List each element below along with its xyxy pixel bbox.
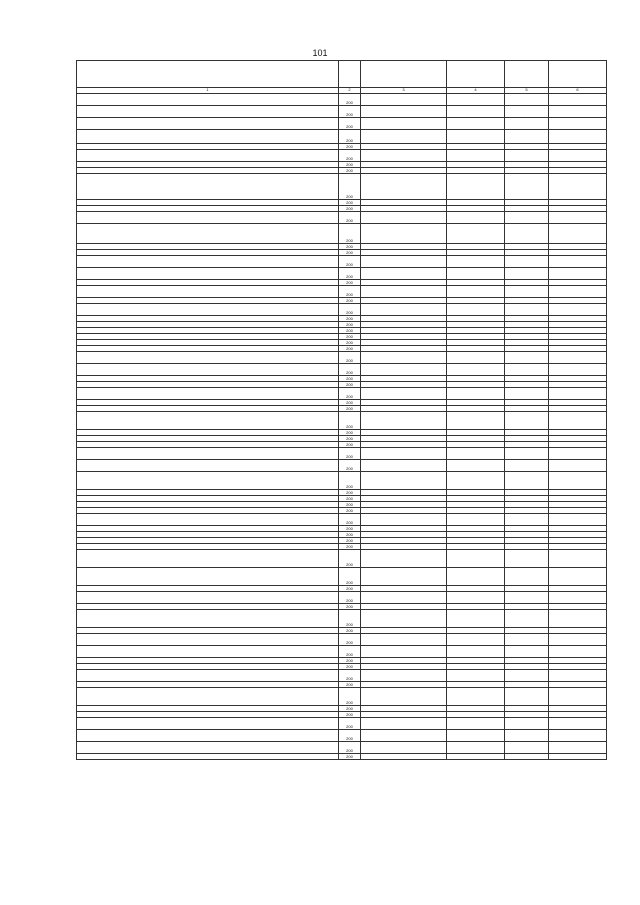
row-indicator-name <box>77 568 339 586</box>
row-executed-amount <box>505 514 549 526</box>
row-indicator-name <box>77 268 339 280</box>
row-indicator-name <box>77 412 339 430</box>
row-line-code: 200 <box>339 174 361 200</box>
column-number: 3 <box>361 88 447 94</box>
row-line-code: 200 <box>339 150 361 162</box>
row-unexecuted-amount <box>549 472 607 490</box>
row-executed-amount <box>505 568 549 586</box>
row-line-code: 200 <box>339 538 361 544</box>
row-line-code: 200 <box>339 502 361 508</box>
column-number: 2 <box>339 88 361 94</box>
row-unexecuted-amount <box>549 550 607 568</box>
row-unexecuted-amount <box>549 460 607 472</box>
row-unexecuted-amount <box>549 592 607 604</box>
row-executed-amount <box>505 718 549 730</box>
column-number: 5 <box>505 88 549 94</box>
row-unexecuted-amount <box>549 118 607 130</box>
row-executed-amount <box>505 364 549 376</box>
row-executed-amount <box>505 94 549 106</box>
row-line-code: 200 <box>339 352 361 364</box>
row-line-code: 200 <box>339 298 361 304</box>
row-approved-amount <box>447 754 505 760</box>
row-line-code: 200 <box>339 388 361 400</box>
row-line-code: 200 <box>339 544 361 550</box>
row-executed-amount <box>505 224 549 244</box>
row-line-code: 200 <box>339 286 361 298</box>
row-indicator-name <box>77 472 339 490</box>
row-line-code: 200 <box>339 280 361 286</box>
row-indicator-name <box>77 730 339 742</box>
row-indicator-name <box>77 388 339 400</box>
row-line-code: 200 <box>339 250 361 256</box>
row-approved-amount <box>447 94 505 106</box>
row-indicator-name <box>77 718 339 730</box>
row-classification-code <box>361 388 447 400</box>
row-classification-code <box>361 286 447 298</box>
row-classification-code <box>361 646 447 658</box>
table-row <box>77 634 607 646</box>
header-budget-classification-code <box>361 61 447 88</box>
row-line-code: 200 <box>339 514 361 526</box>
row-line-code: 200 <box>339 490 361 496</box>
row-approved-amount <box>447 174 505 200</box>
row-unexecuted-amount <box>549 130 607 144</box>
row-line-code: 200 <box>339 304 361 316</box>
row-unexecuted-amount <box>549 106 607 118</box>
table-row <box>77 718 607 730</box>
column-number: 4 <box>447 88 505 94</box>
row-classification-code <box>361 106 447 118</box>
table-row <box>77 730 607 742</box>
row-indicator-name <box>77 514 339 526</box>
row-indicator-name <box>77 174 339 200</box>
table-body <box>77 94 607 760</box>
row-executed-amount <box>505 592 549 604</box>
row-indicator-name <box>77 150 339 162</box>
row-classification-code <box>361 754 447 760</box>
row-indicator-name <box>77 106 339 118</box>
row-unexecuted-amount <box>549 364 607 376</box>
row-unexecuted-amount <box>549 514 607 526</box>
row-approved-amount <box>447 688 505 706</box>
table-row <box>77 174 607 200</box>
row-executed-amount <box>505 212 549 224</box>
row-approved-amount <box>447 304 505 316</box>
row-classification-code <box>361 688 447 706</box>
row-approved-amount <box>447 212 505 224</box>
row-approved-amount <box>447 742 505 754</box>
row-indicator-name <box>77 610 339 628</box>
row-line-code: 200 <box>339 682 361 688</box>
row-classification-code <box>361 634 447 646</box>
row-executed-amount <box>505 472 549 490</box>
row-approved-amount <box>447 388 505 400</box>
column-number: 6 <box>549 88 607 94</box>
row-indicator-name <box>77 742 339 754</box>
row-indicator-name <box>77 304 339 316</box>
row-approved-amount <box>447 550 505 568</box>
row-indicator-name <box>77 754 339 760</box>
row-unexecuted-amount <box>549 688 607 706</box>
table-row <box>77 94 607 106</box>
row-line-code: 200 <box>339 212 361 224</box>
row-approved-amount <box>447 670 505 682</box>
table-row <box>77 460 607 472</box>
row-line-code: 200 <box>339 316 361 322</box>
row-executed-amount <box>505 550 549 568</box>
table-row <box>77 224 607 244</box>
row-indicator-name <box>77 118 339 130</box>
row-line-code: 200 <box>339 244 361 250</box>
table-head <box>77 61 607 94</box>
row-line-code: 200 <box>339 628 361 634</box>
row-executed-amount <box>505 130 549 144</box>
row-line-code: 200 <box>339 200 361 206</box>
row-classification-code <box>361 352 447 364</box>
row-approved-amount <box>447 224 505 244</box>
row-unexecuted-amount <box>549 670 607 682</box>
row-approved-amount <box>447 568 505 586</box>
row-unexecuted-amount <box>549 412 607 430</box>
row-indicator-name <box>77 286 339 298</box>
row-line-code: 200 <box>339 448 361 460</box>
row-indicator-name <box>77 460 339 472</box>
row-executed-amount <box>505 460 549 472</box>
row-line-code: 200 <box>339 754 361 760</box>
row-indicator-name <box>77 130 339 144</box>
row-unexecuted-amount <box>549 94 607 106</box>
row-indicator-name <box>77 448 339 460</box>
row-line-code: 200 <box>339 604 361 610</box>
row-classification-code <box>361 212 447 224</box>
row-unexecuted-amount <box>549 256 607 268</box>
row-approved-amount <box>447 646 505 658</box>
row-line-code: 200 <box>339 742 361 754</box>
row-classification-code <box>361 472 447 490</box>
row-executed-amount <box>505 670 549 682</box>
row-line-code: 200 <box>339 610 361 628</box>
row-approved-amount <box>447 268 505 280</box>
column-number: 1 <box>77 88 339 94</box>
budget-table-container <box>76 60 606 760</box>
row-classification-code <box>361 174 447 200</box>
table-row <box>77 268 607 280</box>
row-line-code: 200 <box>339 634 361 646</box>
table-header-row <box>77 61 607 88</box>
row-approved-amount <box>447 364 505 376</box>
table-row <box>77 352 607 364</box>
row-unexecuted-amount <box>549 448 607 460</box>
row-line-code: 200 <box>339 382 361 388</box>
row-line-code: 200 <box>339 712 361 718</box>
row-approved-amount <box>447 718 505 730</box>
header-unexecuted-assignments <box>549 61 607 88</box>
row-line-code: 200 <box>339 106 361 118</box>
row-unexecuted-amount <box>549 718 607 730</box>
row-approved-amount <box>447 106 505 118</box>
row-line-code: 200 <box>339 688 361 706</box>
row-line-code: 200 <box>339 328 361 334</box>
row-executed-amount <box>505 118 549 130</box>
row-line-code: 200 <box>339 430 361 436</box>
row-approved-amount <box>447 634 505 646</box>
row-line-code: 200 <box>339 412 361 430</box>
table-row <box>77 150 607 162</box>
header-indicator-name <box>77 61 339 88</box>
row-unexecuted-amount <box>549 150 607 162</box>
row-line-code: 200 <box>339 322 361 328</box>
row-indicator-name <box>77 592 339 604</box>
row-classification-code <box>361 94 447 106</box>
row-classification-code <box>361 364 447 376</box>
row-unexecuted-amount <box>549 212 607 224</box>
row-executed-amount <box>505 730 549 742</box>
row-indicator-name <box>77 688 339 706</box>
row-unexecuted-amount <box>549 174 607 200</box>
row-indicator-name <box>77 94 339 106</box>
row-unexecuted-amount <box>549 568 607 586</box>
row-line-code: 200 <box>339 442 361 448</box>
row-executed-amount <box>505 646 549 658</box>
row-line-code: 200 <box>339 592 361 604</box>
table-row <box>77 514 607 526</box>
row-approved-amount <box>447 352 505 364</box>
table-row <box>77 388 607 400</box>
row-approved-amount <box>447 150 505 162</box>
row-unexecuted-amount <box>549 352 607 364</box>
table-row <box>77 448 607 460</box>
row-unexecuted-amount <box>549 388 607 400</box>
table-row <box>77 688 607 706</box>
row-classification-code <box>361 610 447 628</box>
row-unexecuted-amount <box>549 304 607 316</box>
row-executed-amount <box>505 286 549 298</box>
row-unexecuted-amount <box>549 268 607 280</box>
row-line-code: 200 <box>339 664 361 670</box>
row-classification-code <box>361 730 447 742</box>
row-line-code: 200 <box>339 346 361 352</box>
row-line-code: 200 <box>339 586 361 592</box>
row-classification-code <box>361 742 447 754</box>
table-row <box>77 304 607 316</box>
row-classification-code <box>361 256 447 268</box>
row-indicator-name <box>77 364 339 376</box>
row-line-code: 200 <box>339 718 361 730</box>
row-classification-code <box>361 718 447 730</box>
row-indicator-name <box>77 550 339 568</box>
row-line-code: 200 <box>339 144 361 150</box>
row-executed-amount <box>505 754 549 760</box>
header-executed <box>505 61 549 88</box>
row-unexecuted-amount <box>549 730 607 742</box>
row-unexecuted-amount <box>549 224 607 244</box>
row-indicator-name <box>77 634 339 646</box>
row-approved-amount <box>447 610 505 628</box>
table-row <box>77 742 607 754</box>
row-classification-code <box>361 224 447 244</box>
row-classification-code <box>361 118 447 130</box>
row-approved-amount <box>447 448 505 460</box>
row-line-code: 200 <box>339 162 361 168</box>
budget-execution-table <box>76 60 607 760</box>
row-indicator-name <box>77 212 339 224</box>
row-line-code: 200 <box>339 706 361 712</box>
row-executed-amount <box>505 174 549 200</box>
row-line-code: 200 <box>339 646 361 658</box>
row-indicator-name <box>77 224 339 244</box>
table-row <box>77 670 607 682</box>
row-classification-code <box>361 268 447 280</box>
row-line-code: 200 <box>339 364 361 376</box>
row-line-code: 200 <box>339 730 361 742</box>
table-row <box>77 472 607 490</box>
row-approved-amount <box>447 130 505 144</box>
row-executed-amount <box>505 634 549 646</box>
row-classification-code <box>361 592 447 604</box>
row-line-code: 200 <box>339 460 361 472</box>
row-executed-amount <box>505 106 549 118</box>
row-approved-amount <box>447 514 505 526</box>
table-row <box>77 592 607 604</box>
row-line-code: 200 <box>339 472 361 490</box>
row-line-code: 200 <box>339 94 361 106</box>
table-row <box>77 610 607 628</box>
table-row <box>77 286 607 298</box>
row-approved-amount <box>447 730 505 742</box>
row-line-code: 200 <box>339 376 361 382</box>
row-executed-amount <box>505 268 549 280</box>
row-classification-code <box>361 304 447 316</box>
row-line-code: 200 <box>339 118 361 130</box>
row-executed-amount <box>505 742 549 754</box>
row-classification-code <box>361 550 447 568</box>
table-row <box>77 118 607 130</box>
row-line-code: 200 <box>339 550 361 568</box>
table-row <box>77 568 607 586</box>
row-unexecuted-amount <box>549 742 607 754</box>
table-row <box>77 412 607 430</box>
row-indicator-name <box>77 646 339 658</box>
row-line-code: 200 <box>339 224 361 244</box>
row-line-code: 200 <box>339 340 361 346</box>
row-classification-code <box>361 412 447 430</box>
table-row <box>77 212 607 224</box>
row-approved-amount <box>447 460 505 472</box>
row-approved-amount <box>447 256 505 268</box>
row-indicator-name <box>77 352 339 364</box>
row-executed-amount <box>505 352 549 364</box>
table-row <box>77 256 607 268</box>
row-unexecuted-amount <box>549 286 607 298</box>
row-line-code: 200 <box>339 436 361 442</box>
row-line-code: 200 <box>339 400 361 406</box>
row-line-code: 200 <box>339 496 361 502</box>
table-row <box>77 106 607 118</box>
table-row <box>77 646 607 658</box>
row-executed-amount <box>505 688 549 706</box>
table-row <box>77 550 607 568</box>
header-line-code <box>339 61 361 88</box>
row-line-code: 200 <box>339 130 361 144</box>
row-executed-amount <box>505 304 549 316</box>
row-executed-amount <box>505 448 549 460</box>
row-classification-code <box>361 130 447 144</box>
row-line-code: 200 <box>339 256 361 268</box>
table-row <box>77 130 607 144</box>
row-line-code: 200 <box>339 206 361 212</box>
row-classification-code <box>361 514 447 526</box>
row-unexecuted-amount <box>549 634 607 646</box>
row-line-code: 200 <box>339 658 361 664</box>
row-classification-code <box>361 448 447 460</box>
row-executed-amount <box>505 256 549 268</box>
table-row <box>77 754 607 760</box>
row-approved-amount <box>447 286 505 298</box>
row-approved-amount <box>447 412 505 430</box>
row-line-code: 200 <box>339 526 361 532</box>
row-approved-amount <box>447 118 505 130</box>
row-classification-code <box>361 150 447 162</box>
row-classification-code <box>361 460 447 472</box>
row-line-code: 200 <box>339 334 361 340</box>
row-line-code: 200 <box>339 168 361 174</box>
row-approved-amount <box>447 592 505 604</box>
row-classification-code <box>361 568 447 586</box>
row-unexecuted-amount <box>549 610 607 628</box>
row-executed-amount <box>505 388 549 400</box>
row-line-code: 200 <box>339 406 361 412</box>
row-executed-amount <box>505 412 549 430</box>
row-classification-code <box>361 670 447 682</box>
row-line-code: 200 <box>339 532 361 538</box>
row-line-code: 200 <box>339 268 361 280</box>
row-line-code: 200 <box>339 508 361 514</box>
row-executed-amount <box>505 610 549 628</box>
row-unexecuted-amount <box>549 646 607 658</box>
row-indicator-name <box>77 670 339 682</box>
page-number: 101 <box>312 48 328 58</box>
table-row <box>77 364 607 376</box>
row-approved-amount <box>447 472 505 490</box>
row-line-code: 200 <box>339 568 361 586</box>
row-unexecuted-amount <box>549 754 607 760</box>
row-executed-amount <box>505 150 549 162</box>
row-indicator-name <box>77 256 339 268</box>
row-line-code: 200 <box>339 670 361 682</box>
header-approved-assignments <box>447 61 505 88</box>
